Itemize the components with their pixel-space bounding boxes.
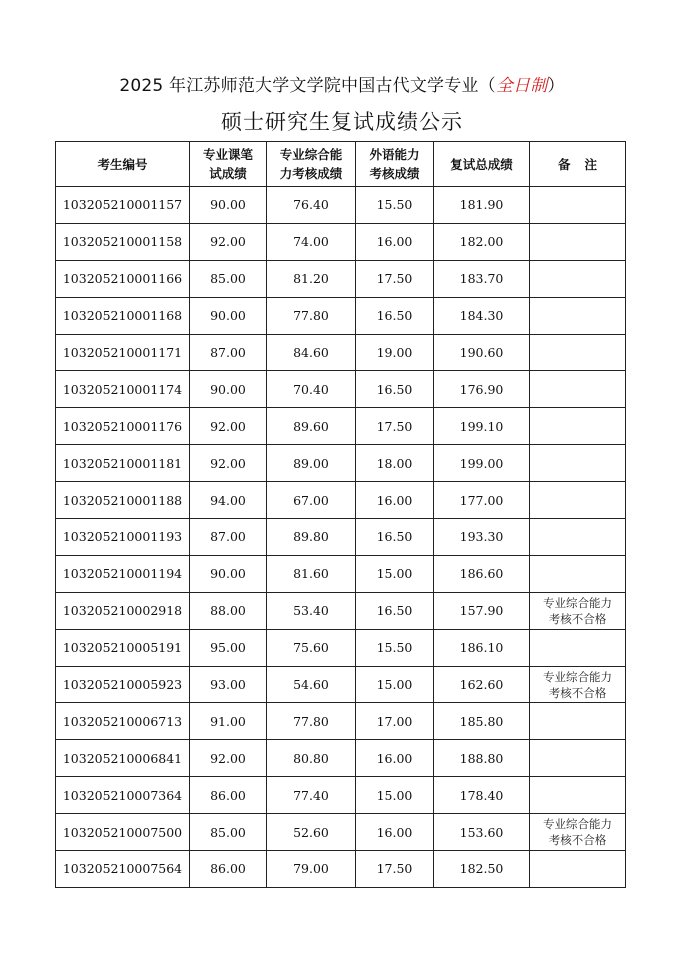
cell-language-score: 16.50 [356, 371, 434, 408]
cell-total-score: 182.50 [434, 851, 530, 888]
cell-written-score: 87.00 [190, 334, 267, 371]
cell-total-score: 199.10 [434, 408, 530, 445]
cell-comprehensive-score: 75.60 [267, 629, 356, 666]
cell-language-score: 16.00 [356, 482, 434, 519]
header-remark [530, 142, 626, 187]
cell-written-score: 95.00 [190, 629, 267, 666]
header-candidate-id [56, 142, 190, 187]
cell-remark [530, 445, 626, 482]
table-row [56, 851, 626, 888]
cell-comprehensive-score: 89.00 [267, 445, 356, 482]
cell-candidate-id: 103205210002918 [56, 592, 190, 629]
cell-written-score: 90.00 [190, 371, 267, 408]
cell-language-score: 16.00 [356, 814, 434, 851]
table-row [56, 519, 626, 556]
header-id-label: 考生编号 [97, 156, 148, 172]
remark-text-line2: 考核不合格 [548, 685, 607, 700]
cell-language-score: 15.00 [356, 666, 434, 703]
cell-total-score: 178.40 [434, 777, 530, 814]
header-language-line2: 考核成绩 [369, 166, 420, 181]
cell-remark [530, 777, 626, 814]
table-row [56, 297, 626, 334]
cell-candidate-id: 103205210006841 [56, 740, 190, 777]
table-row [56, 445, 626, 482]
cell-comprehensive-score: 89.60 [267, 408, 356, 445]
cell-total-score: 153.60 [434, 814, 530, 851]
cell-total-score: 199.00 [434, 445, 530, 482]
cell-total-score: 157.90 [434, 592, 530, 629]
document-title-line2: 硕士研究生复试成绩公示 [221, 110, 463, 134]
document-title-line1 [0, 71, 684, 96]
table-row [56, 703, 626, 740]
cell-comprehensive-score: 76.40 [267, 187, 356, 224]
cell-total-score: 182.00 [434, 223, 530, 260]
cell-candidate-id: 103205210001168 [56, 297, 190, 334]
table-row [56, 555, 626, 592]
cell-written-score: 93.00 [190, 666, 267, 703]
table-row [56, 777, 626, 814]
header-language-score [356, 142, 434, 187]
cell-comprehensive-score: 70.40 [267, 371, 356, 408]
remark-text-line1: 专业综合能力 [543, 817, 612, 832]
cell-comprehensive-score: 54.60 [267, 666, 356, 703]
cell-remark [530, 519, 626, 556]
cell-written-score: 90.00 [190, 555, 267, 592]
cell-candidate-id: 103205210001171 [56, 334, 190, 371]
table-row [56, 814, 626, 851]
cell-total-score: 186.60 [434, 555, 530, 592]
header-total-score [434, 142, 530, 187]
cell-total-score: 190.60 [434, 334, 530, 371]
table-row [56, 371, 626, 408]
cell-remark [530, 555, 626, 592]
cell-candidate-id: 103205210001176 [56, 408, 190, 445]
cell-language-score: 19.00 [356, 334, 434, 371]
header-comprehensive-score [267, 142, 356, 187]
cell-written-score: 92.00 [190, 740, 267, 777]
cell-remark [530, 740, 626, 777]
table-row [56, 740, 626, 777]
cell-comprehensive-score: 89.80 [267, 519, 356, 556]
cell-remark [530, 666, 626, 703]
cell-written-score: 91.00 [190, 703, 267, 740]
cell-candidate-id: 103205210001157 [56, 187, 190, 224]
cell-total-score: 193.30 [434, 519, 530, 556]
cell-total-score: 183.70 [434, 260, 530, 297]
header-remark-label: 备注 [557, 156, 611, 172]
cell-written-score: 92.00 [190, 445, 267, 482]
cell-language-score: 15.00 [356, 555, 434, 592]
cell-candidate-id: 103205210005191 [56, 629, 190, 666]
table-row [56, 334, 626, 371]
cell-language-score: 16.50 [356, 297, 434, 334]
cell-written-score: 85.00 [190, 260, 267, 297]
cell-written-score: 85.00 [190, 814, 267, 851]
header-comprehensive-line1: 专业综合能 [279, 147, 343, 162]
cell-written-score: 88.00 [190, 592, 267, 629]
cell-written-score: 86.00 [190, 777, 267, 814]
cell-language-score: 16.00 [356, 223, 434, 260]
cell-candidate-id: 103205210007564 [56, 851, 190, 888]
cell-comprehensive-score: 67.00 [267, 482, 356, 519]
cell-written-score: 92.00 [190, 408, 267, 445]
cell-comprehensive-score: 79.00 [267, 851, 356, 888]
table-row [56, 592, 626, 629]
cell-comprehensive-score: 53.40 [267, 592, 356, 629]
cell-remark [530, 297, 626, 334]
table-row [56, 260, 626, 297]
cell-remark [530, 851, 626, 888]
title-suffix: ） [547, 76, 565, 96]
remark-text-line1: 专业综合能力 [543, 669, 612, 684]
cell-total-score: 177.00 [434, 482, 530, 519]
cell-candidate-id: 103205210001181 [56, 445, 190, 482]
table-row [56, 187, 626, 224]
cell-remark [530, 703, 626, 740]
cell-candidate-id: 103205210001158 [56, 223, 190, 260]
cell-total-score: 162.60 [434, 666, 530, 703]
cell-remark [530, 223, 626, 260]
cell-remark [530, 334, 626, 371]
cell-written-score: 90.00 [190, 297, 267, 334]
cell-language-score: 16.00 [356, 740, 434, 777]
header-written-line1: 专业课笔 [202, 147, 253, 162]
cell-remark [530, 482, 626, 519]
cell-written-score: 87.00 [190, 519, 267, 556]
cell-candidate-id: 103205210005923 [56, 666, 190, 703]
cell-remark [530, 592, 626, 629]
cell-written-score: 92.00 [190, 223, 267, 260]
cell-comprehensive-score: 80.80 [267, 740, 356, 777]
cell-language-score: 16.50 [356, 519, 434, 556]
header-written-score [190, 142, 267, 187]
cell-language-score: 17.50 [356, 260, 434, 297]
cell-written-score: 90.00 [190, 187, 267, 224]
cell-language-score: 17.50 [356, 851, 434, 888]
remark-text-line2: 考核不合格 [548, 833, 607, 848]
cell-total-score: 185.80 [434, 703, 530, 740]
header-written-line2: 试成绩 [209, 166, 247, 181]
cell-comprehensive-score: 74.00 [267, 223, 356, 260]
cell-total-score: 186.10 [434, 629, 530, 666]
cell-language-score: 15.50 [356, 187, 434, 224]
cell-language-score: 17.50 [356, 408, 434, 445]
cell-total-score: 176.90 [434, 371, 530, 408]
cell-remark [530, 629, 626, 666]
cell-comprehensive-score: 52.60 [267, 814, 356, 851]
cell-comprehensive-score: 77.80 [267, 703, 356, 740]
title-prefix: 2025 年江苏师范大学文学院中国古代文学专业（ [119, 76, 496, 96]
table-row [56, 629, 626, 666]
cell-candidate-id: 103205210001174 [56, 371, 190, 408]
cell-total-score: 188.80 [434, 740, 530, 777]
cell-comprehensive-score: 77.40 [267, 777, 356, 814]
cell-comprehensive-score: 77.80 [267, 297, 356, 334]
cell-candidate-id: 103205210007364 [56, 777, 190, 814]
cell-candidate-id: 103205210006713 [56, 703, 190, 740]
header-comprehensive-line2: 力考核成绩 [279, 166, 343, 181]
cell-total-score: 184.30 [434, 297, 530, 334]
cell-comprehensive-score: 81.20 [267, 260, 356, 297]
table-body [56, 187, 626, 888]
cell-comprehensive-score: 84.60 [267, 334, 356, 371]
title-highlight-fulltime: 全日制 [495, 76, 548, 96]
cell-written-score: 86.00 [190, 851, 267, 888]
header-language-line1: 外语能力 [369, 147, 420, 162]
cell-candidate-id: 103205210001193 [56, 519, 190, 556]
cell-language-score: 17.00 [356, 703, 434, 740]
scores-table [55, 141, 626, 888]
cell-remark [530, 814, 626, 851]
cell-remark [530, 408, 626, 445]
table-row [56, 223, 626, 260]
table-row [56, 482, 626, 519]
cell-candidate-id: 103205210001194 [56, 555, 190, 592]
cell-remark [530, 260, 626, 297]
cell-language-score: 16.50 [356, 592, 434, 629]
header-total-label: 复试总成绩 [450, 156, 513, 172]
cell-candidate-id: 103205210001188 [56, 482, 190, 519]
cell-total-score: 181.90 [434, 187, 530, 224]
cell-language-score: 18.00 [356, 445, 434, 482]
cell-language-score: 15.50 [356, 629, 434, 666]
remark-text-line1: 专业综合能力 [543, 595, 612, 610]
cell-remark [530, 371, 626, 408]
cell-comprehensive-score: 81.60 [267, 555, 356, 592]
table-row [56, 408, 626, 445]
cell-candidate-id: 103205210001166 [56, 260, 190, 297]
remark-text-line2: 考核不合格 [548, 611, 607, 626]
cell-language-score: 15.00 [356, 777, 434, 814]
cell-candidate-id: 103205210007500 [56, 814, 190, 851]
cell-written-score: 94.00 [190, 482, 267, 519]
cell-remark [530, 187, 626, 224]
table-header-row [56, 142, 626, 187]
table-row [56, 666, 626, 703]
